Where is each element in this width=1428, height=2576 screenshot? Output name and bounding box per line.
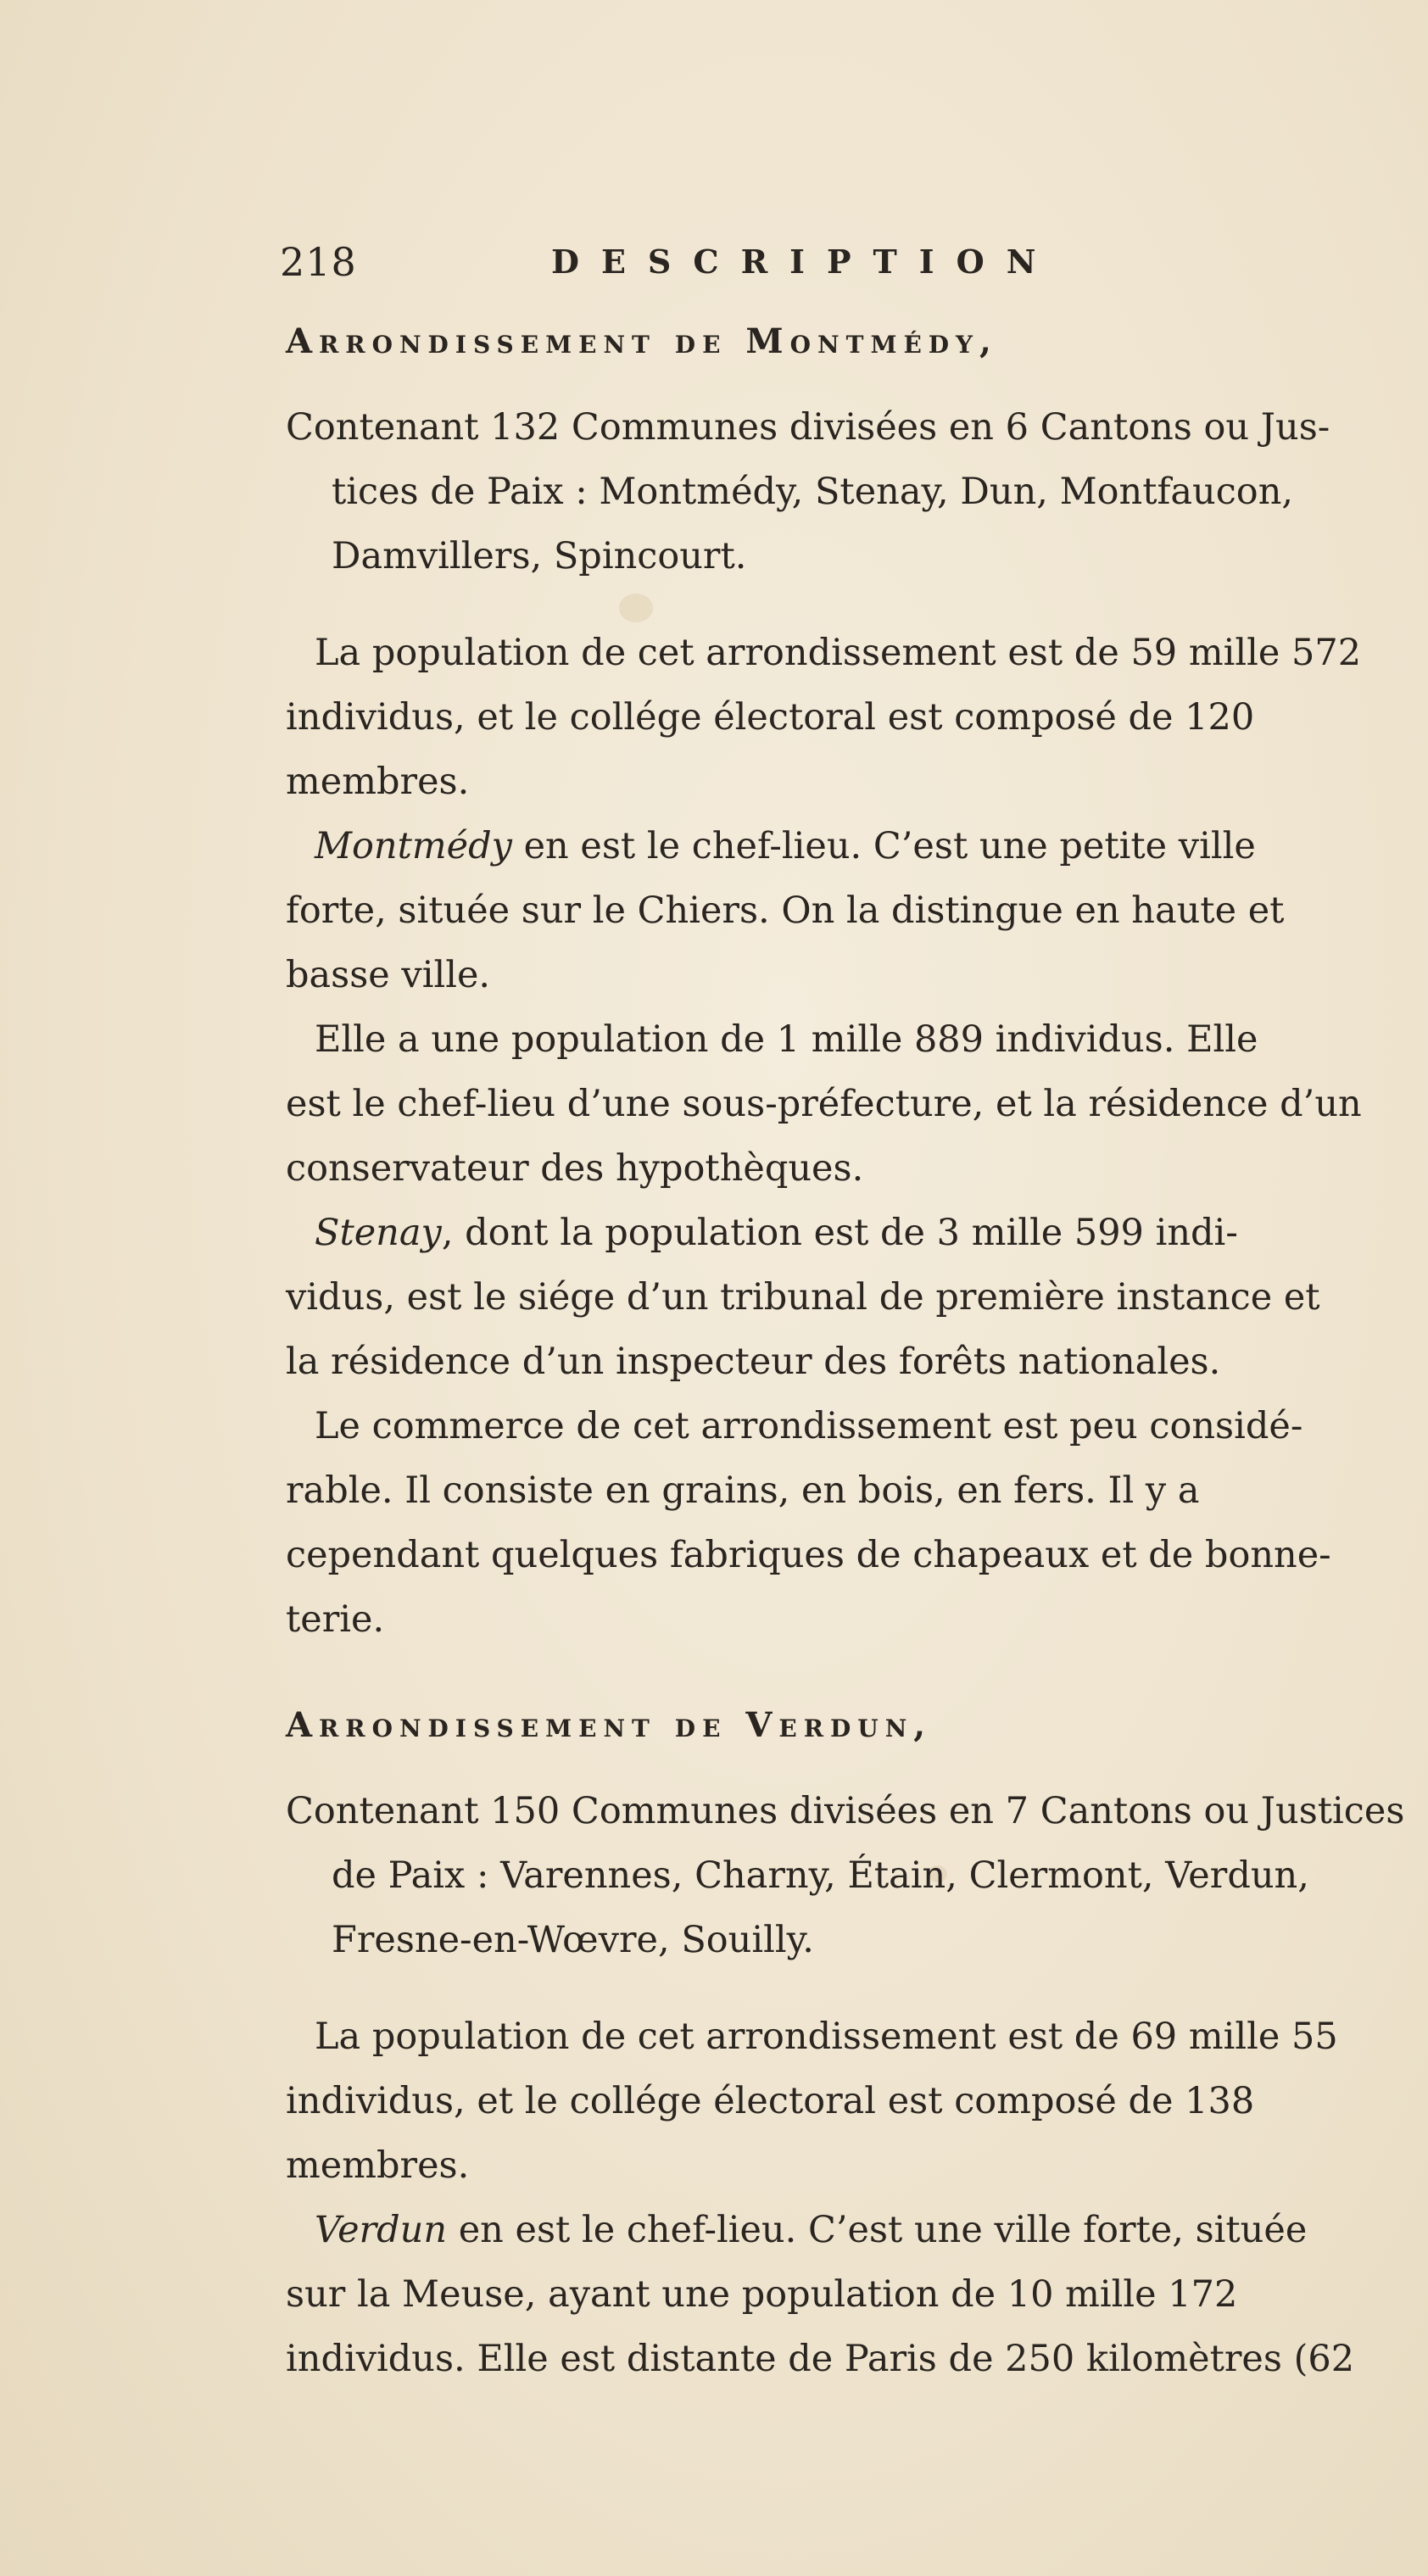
place-name-montmedy: Montmédy	[315, 825, 512, 867]
section-heading-montmedy: Arrondissement de Montmédy,	[286, 321, 998, 361]
text-line: membres.	[286, 2144, 470, 2187]
text-line: individus, et le collége électoral est composé de 138	[286, 2080, 1255, 2122]
page-text	[286, 312, 1428, 2391]
page-number: 218	[280, 239, 357, 285]
text-line	[286, 1201, 1428, 1265]
text-line: membres.	[286, 761, 470, 803]
text-line: sur la Meuse, ayant une population de 10 mille 172	[286, 2273, 1238, 2316]
text-line: la résidence d’un inspecteur des forêts nationales.	[286, 1341, 1221, 1383]
running-title: DESCRIPTION	[551, 243, 1058, 281]
text-line: individus, et le collége électoral est composé de 120	[286, 696, 1255, 739]
place-name-verdun: Verdun	[315, 2209, 448, 2251]
text-line: vidus, est le siége d’un tribunal de première instance et	[286, 1276, 1320, 1319]
text-line	[286, 814, 1428, 878]
text-line: individus. Elle est distante de Paris de 250 kilomètres (62	[286, 2338, 1355, 2380]
text-line: forte, située sur le Chiers. On la distingue en haute et	[286, 889, 1285, 932]
text-line: est le chef-lieu d’une sous-préfecture, et la résidence d’un	[286, 1083, 1362, 1125]
text-line: Contenant 150 Communes divisées en 7 Cantons ou Justices	[286, 1790, 1405, 1832]
text-line: basse ville.	[286, 954, 491, 996]
text-line: Fresne-en-Wœvre, Souilly.	[332, 1919, 814, 1961]
text-span: en est le chef-lieu. C’est une petite ville	[511, 825, 1256, 867]
text-line: terie.	[286, 1598, 385, 1641]
text-span: en est le chef-lieu. C’est une ville forte, située	[447, 2209, 1308, 2251]
text-span: , dont la population est de 3 mille 599 indi-	[441, 1212, 1238, 1254]
text-line: La population de cet arrondissement est de 59 mille 572	[315, 632, 1362, 674]
text-line: de Paix : Varennes, Charny, Étain, Clermont, Verdun,	[332, 1854, 1309, 1897]
text-line: La population de cet arrondissement est de 69 mille 55	[315, 2016, 1338, 2058]
text-line	[286, 2198, 1428, 2262]
text-line: Damvillers, Spincourt.	[332, 535, 747, 577]
text-line: Le commerce de cet arrondissement est peu considé-	[315, 1405, 1303, 1447]
text-line: tices de Paix : Montmédy, Stenay, Dun, Montfaucon,	[332, 471, 1294, 513]
text-line: Contenant 132 Communes divisées en 6 Cantons ou Jus-	[286, 406, 1330, 449]
text-line: rable. Il consiste en grains, en bois, en fers. Il y a	[286, 1469, 1200, 1512]
text-line: conservateur des hypothèques.	[286, 1147, 864, 1190]
running-head	[280, 239, 1136, 290]
place-name-stenay: Stenay	[315, 1212, 442, 1254]
text-line: Elle a une population de 1 mille 889 individus. Elle	[315, 1018, 1258, 1061]
text-line: cependant quelques fabriques de chapeaux et de bonne-	[286, 1534, 1331, 1576]
section-heading-verdun: Arrondissement de Verdun,	[286, 1705, 933, 1745]
